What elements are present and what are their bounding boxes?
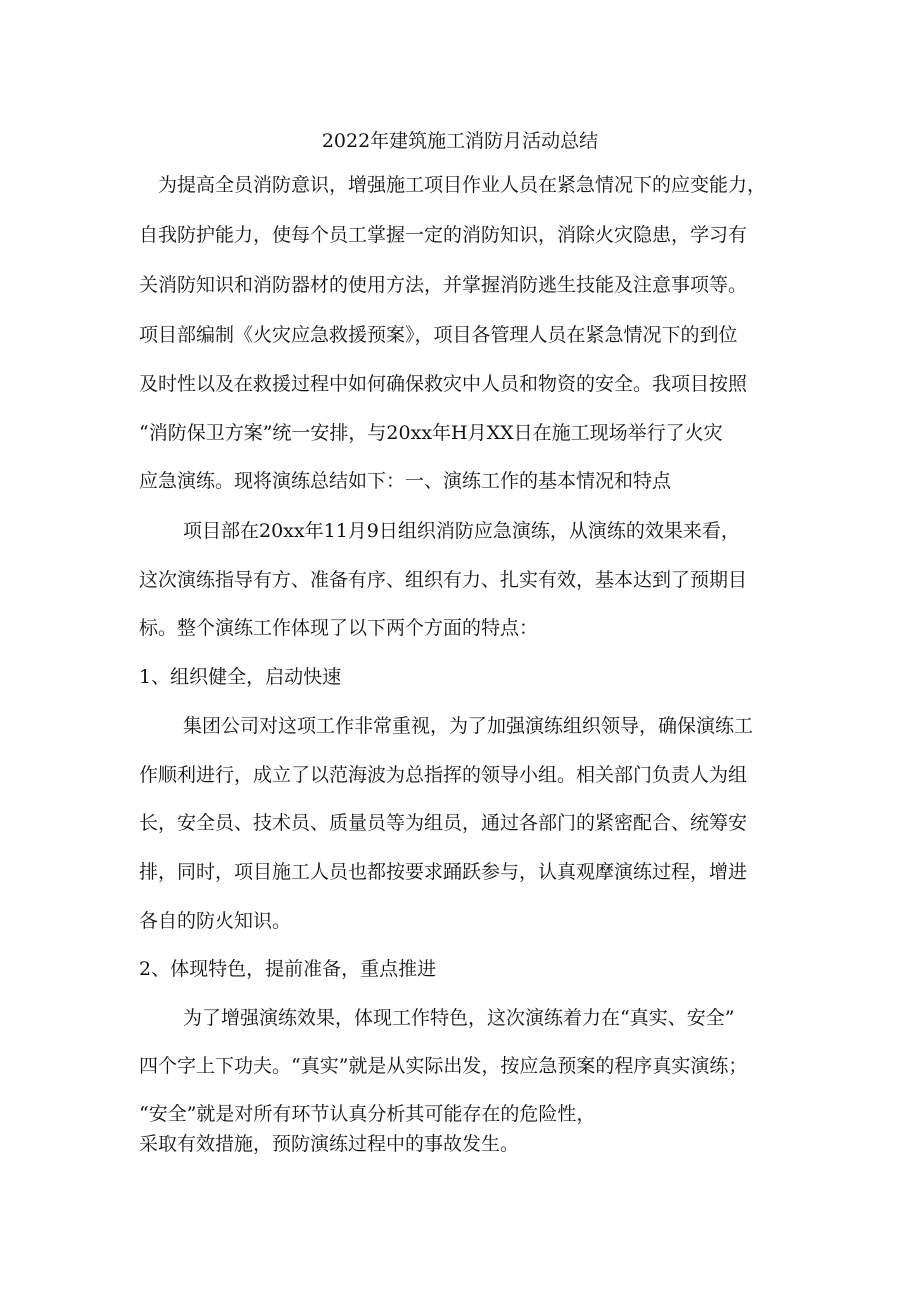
- text-line: 项目部编制《火灾应急救援预案》，项目各管理人员在紧急情况下的到位: [139, 324, 738, 346]
- text-line: 标。整个演练工作体现了以下两个方面的特点：: [139, 617, 539, 639]
- text-line: 为提高全员消防意识，增强施工项目作业人员在紧急情况下的应变能力，: [158, 174, 767, 196]
- section-heading: 1、组织健全，启动快速: [139, 666, 342, 688]
- text-line: 集团公司对这项工作非常重视，为了加强演练组织领导，确保演练工: [183, 715, 754, 737]
- text-line: 关消防知识和消防器材的使用方法，并掌握消防逃生技能及注意事项等。: [139, 274, 748, 296]
- text-line: 长，安全员、技术员、质量员等为组员，通过各部门的紧密配合、统筹安: [139, 812, 748, 834]
- text-line: 排，同时，项目施工人员也都按要求踊跃参与，认真观摩演练过程，增进: [139, 861, 748, 883]
- text-line: 及时性以及在救援过程中如何确保救灾中人员和物资的安全。我项目按照: [139, 373, 748, 395]
- text-line: 四个字上下功夫。“真实”就是从实际出发，按应急预案的程序真实演练；: [139, 1055, 748, 1077]
- text-line: 自我防护能力，使每个员工掌握一定的消防知识，消除火灾隐患，学习有: [139, 224, 748, 246]
- document-title: 2022年建筑施工消防月活动总结: [321, 130, 599, 152]
- text-line: 项目部在20xx年11月9日组织消防应急演练，从演练的效果来看，: [183, 520, 740, 542]
- section-heading: 2、体现特色，提前准备，重点推进: [139, 958, 437, 980]
- text-line: 采取有效措施，预防演练过程中的事故发生。: [139, 1133, 520, 1155]
- text-line: 为了增强演练效果，体现工作特色，这次演练着力在“真实、安全”: [183, 1007, 735, 1029]
- text-line: 作顺利进行，成立了以范海波为总指挥的领导小组。相关部门负责人为组: [139, 764, 748, 786]
- text-line: 各自的防火知识。: [139, 910, 292, 932]
- text-line: 这次演练指导有方、准备有序、组织有力、扎实有效，基本达到了预期目: [139, 569, 748, 591]
- text-line: “消防保卫方案”统一安排，与20xx年H月XX日在施工现场举行了火灾: [139, 422, 723, 444]
- text-line: “安全”就是对所有环节认真分析其可能存在的危险性，: [139, 1103, 596, 1125]
- text-line: 应急演练。现将演练总结如下：一、演练工作的基本情况和特点: [139, 470, 672, 492]
